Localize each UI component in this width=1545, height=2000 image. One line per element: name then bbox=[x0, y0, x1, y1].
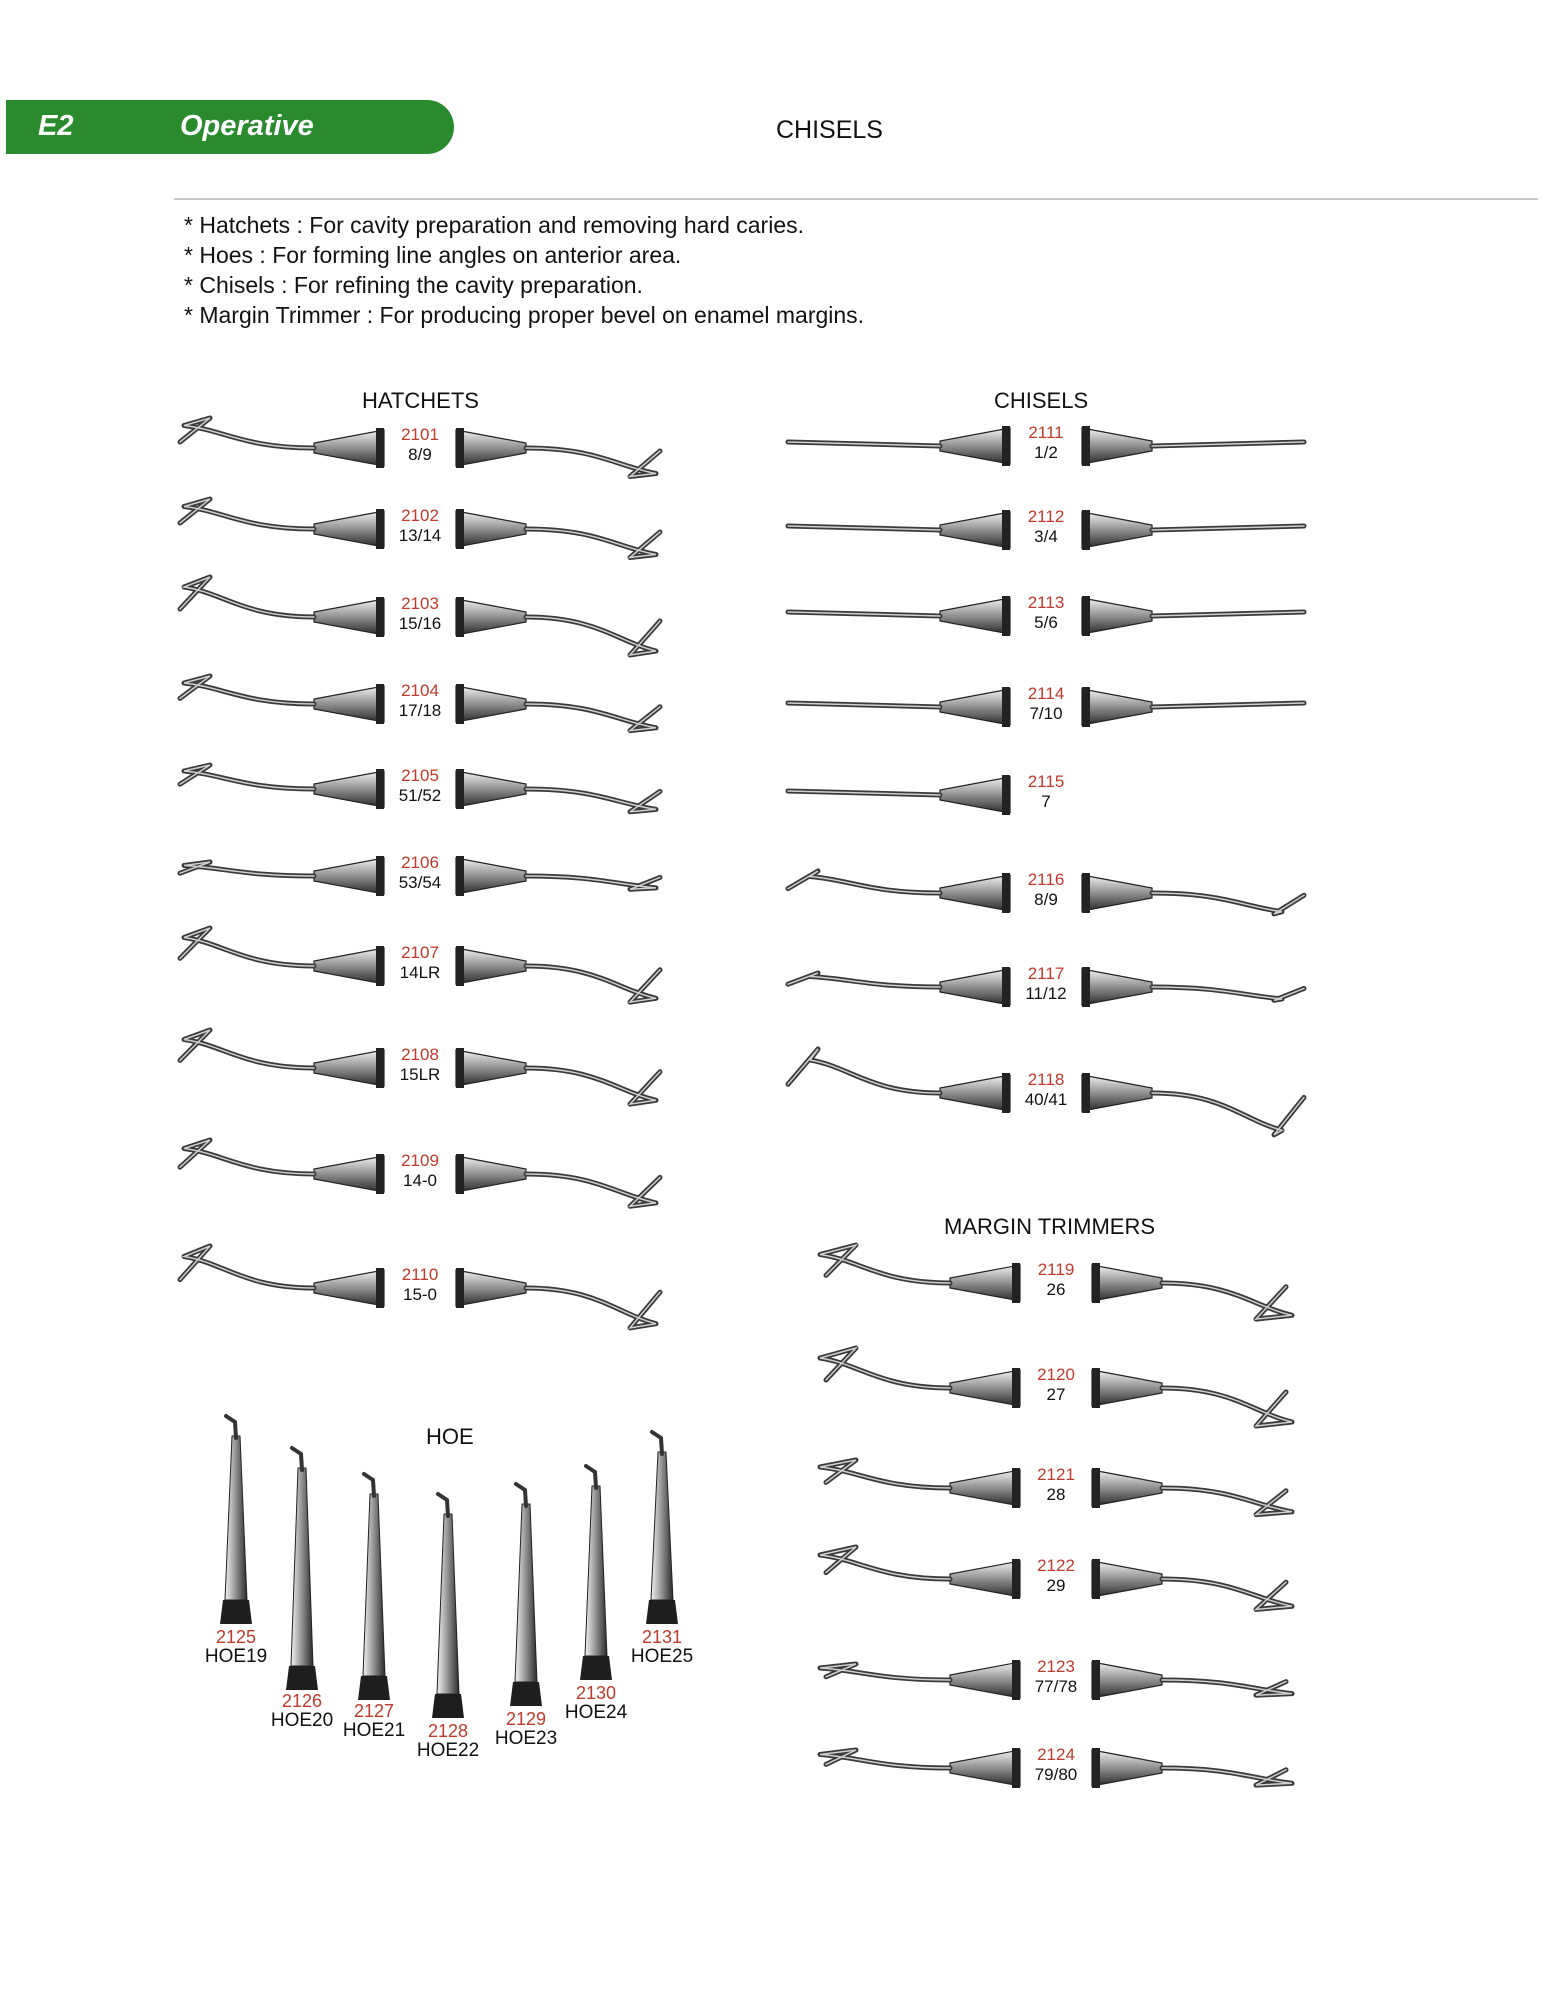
note-hatchets: * Hatchets : For cavity preparation and removing hard caries. bbox=[184, 212, 805, 238]
hoe-code: 2128 bbox=[427, 1721, 469, 1741]
hoe-heading: HOE bbox=[426, 1424, 474, 1449]
hatchets-code: 2109 bbox=[401, 1151, 439, 1170]
chisels-size: 7 bbox=[1041, 792, 1051, 811]
hoe-code: 2131 bbox=[641, 1627, 683, 1647]
hatchets-code: 2105 bbox=[401, 766, 439, 785]
hatchets-size: 17/18 bbox=[398, 701, 442, 720]
hatchets-size: 15/16 bbox=[398, 614, 442, 633]
chisels-code: 2114 bbox=[1027, 684, 1065, 703]
chisels-code: 2118 bbox=[1027, 1070, 1065, 1089]
hoe-name: HOE24 bbox=[564, 1702, 628, 1723]
hoe-instrument-2130 bbox=[580, 1466, 612, 1680]
chisels-size: 5/6 bbox=[1034, 613, 1058, 632]
margin_trimmers-code: 2122 bbox=[1037, 1556, 1075, 1575]
hatchets-code: 2104 bbox=[401, 681, 439, 700]
chisels-size: 11/12 bbox=[1025, 984, 1067, 1003]
hatchets-size: 15LR bbox=[399, 1065, 441, 1084]
margin-trimmers-heading: MARGIN TRIMMERS bbox=[944, 1214, 1156, 1239]
hatchets-code: 2103 bbox=[401, 594, 439, 613]
hatchets-size: 14-0 bbox=[402, 1171, 438, 1190]
hatchets-code: 2108 bbox=[401, 1045, 439, 1064]
hoe-name: HOE21 bbox=[342, 1720, 406, 1741]
margin_trimmers-size: 28 bbox=[1046, 1485, 1066, 1504]
hoe-instrument-2126 bbox=[286, 1448, 318, 1690]
hatchets-heading: HATCHETS bbox=[362, 388, 479, 413]
hoe-name: HOE25 bbox=[630, 1646, 694, 1667]
margin_trimmers-code: 2121 bbox=[1037, 1465, 1075, 1484]
hoe-name: HOE22 bbox=[416, 1740, 480, 1761]
chisels-code: 2115 bbox=[1027, 772, 1065, 791]
margin_trimmers-code: 2124 bbox=[1037, 1745, 1075, 1764]
hoe-instrument-2128 bbox=[432, 1494, 464, 1718]
hoe-instrument-2127 bbox=[358, 1474, 390, 1700]
chisels-size: 1/2 bbox=[1034, 443, 1058, 462]
chisels-size: 40/41 bbox=[1024, 1090, 1068, 1109]
hoe-instrument-2125 bbox=[220, 1416, 252, 1624]
hatchets-code: 2106 bbox=[401, 853, 439, 872]
hatchets-size: 14LR bbox=[399, 963, 441, 982]
hatchets-size: 53/54 bbox=[398, 873, 442, 892]
hatchets-size: 13/14 bbox=[398, 526, 442, 545]
hatchets-code: 2107 bbox=[401, 943, 439, 962]
margin_trimmers-size: 77/78 bbox=[1034, 1677, 1078, 1696]
note-chisels: * Chisels : For refining the cavity preparation. bbox=[184, 272, 643, 298]
chisels-code: 2112 bbox=[1027, 507, 1065, 526]
margin_trimmers-code: 2119 bbox=[1037, 1260, 1075, 1279]
hoe-code: 2130 bbox=[575, 1683, 617, 1703]
hatchets-code: 2101 bbox=[401, 425, 439, 444]
margin_trimmers-size: 79/80 bbox=[1034, 1765, 1078, 1784]
hoe-code: 2129 bbox=[505, 1709, 547, 1729]
hatchets-size: 15-0 bbox=[402, 1285, 438, 1304]
margin_trimmers-code: 2120 bbox=[1037, 1365, 1075, 1384]
chisels-heading: CHISELS bbox=[994, 388, 1089, 413]
hoe-instrument-2129 bbox=[510, 1484, 542, 1706]
margin_trimmers-code: 2123 bbox=[1037, 1657, 1075, 1676]
chisels-instrument-2115 bbox=[788, 775, 1010, 815]
hatchets-code: 2110 bbox=[401, 1265, 439, 1284]
margin_trimmers-size: 27 bbox=[1046, 1385, 1066, 1404]
category-code: E2 bbox=[38, 110, 74, 142]
note-margin-trimmer: * Margin Trimmer : For producing proper bevel on enamel margins. bbox=[184, 302, 865, 328]
margin_trimmers-size: 29 bbox=[1046, 1576, 1066, 1595]
hoe-name: HOE20 bbox=[270, 1710, 334, 1731]
margin_trimmers-size: 26 bbox=[1046, 1280, 1066, 1299]
hoe-name: HOE19 bbox=[204, 1646, 268, 1667]
hatchets-size: 8/9 bbox=[408, 445, 432, 464]
hoe-code: 2126 bbox=[281, 1691, 323, 1711]
chisels-code: 2116 bbox=[1027, 870, 1065, 889]
hoe-code: 2127 bbox=[353, 1701, 395, 1721]
hoe-instrument-2131 bbox=[646, 1432, 678, 1624]
chisels-code: 2117 bbox=[1027, 964, 1065, 983]
note-hoes: * Hoes : For forming line angles on anterior area. bbox=[184, 242, 682, 268]
category-name: Operative bbox=[180, 110, 314, 142]
hoe-code: 2125 bbox=[215, 1627, 257, 1647]
page-title: CHISELS bbox=[776, 116, 883, 144]
chisels-size: 7/10 bbox=[1029, 704, 1063, 723]
chisels-code: 2111 bbox=[1028, 423, 1064, 442]
chisels-size: 3/4 bbox=[1034, 527, 1058, 546]
hatchets-code: 2102 bbox=[401, 506, 439, 525]
hoe-name: HOE23 bbox=[494, 1728, 558, 1749]
chisels-code: 2113 bbox=[1027, 593, 1065, 612]
chisels-size: 8/9 bbox=[1034, 890, 1058, 909]
hatchets-size: 51/52 bbox=[398, 786, 442, 805]
